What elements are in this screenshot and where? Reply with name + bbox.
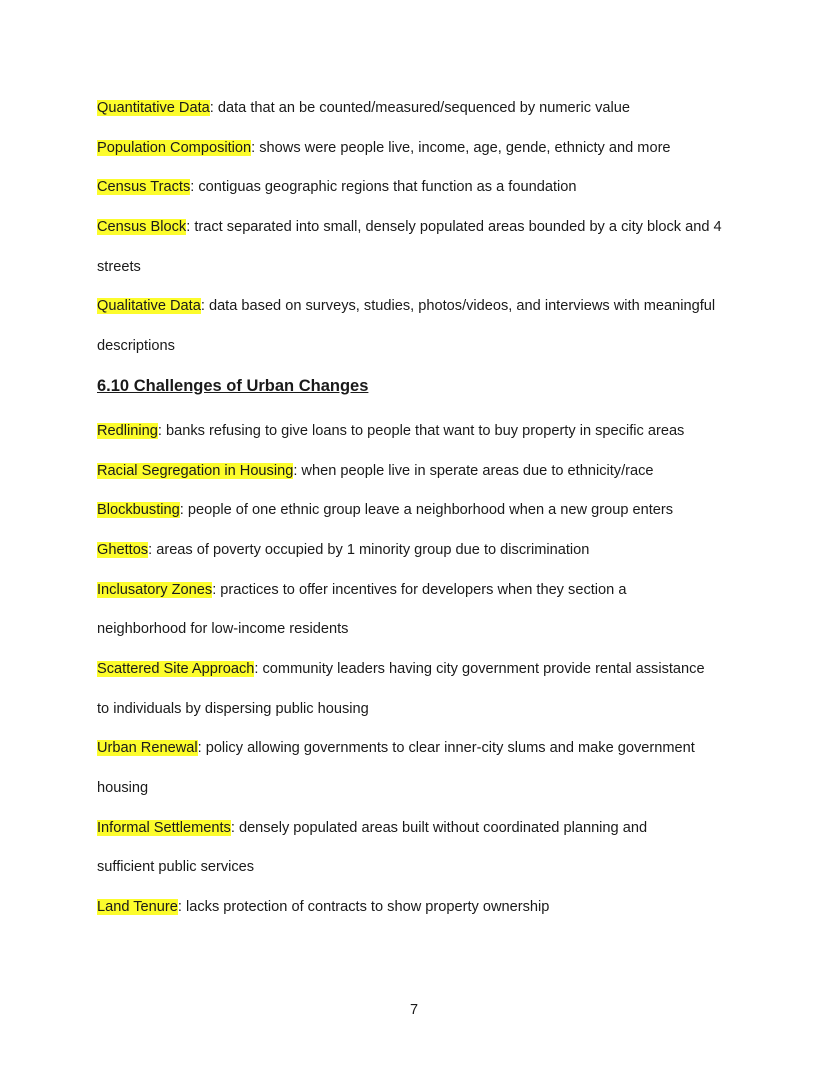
glossary-continuation (97, 855, 737, 895)
glossary-definition: : banks refusing to give loans to people that want to buy property in specific areas (157, 422, 685, 439)
glossary-term: Quantitative Data (97, 100, 210, 116)
glossary-term: Qualitative Data (97, 298, 201, 315)
glossary-term: Racial Segregation in Housing (97, 462, 294, 479)
glossary-definition: : community leaders having city government provide rental assistance (254, 660, 705, 677)
glossary-definition: : areas of poverty occupied by 1 minority group due to discrimination (148, 541, 590, 558)
glossary-definition: : densely populated areas built without coordinated planning and (230, 819, 648, 836)
glossary-term: Blockbusting (97, 502, 180, 519)
glossary-definition: : policy allowing governments to clear inner-city slums and make government (197, 740, 695, 757)
glossary-entry (97, 136, 737, 176)
glossary-definition: : data based on surveys, studies, photos/videos, and interviews with meaningful (200, 298, 716, 315)
glossary-entry (97, 895, 737, 935)
glossary-definition: : people of one ethnic group leave a neighborhood when a new group enters (179, 502, 674, 519)
glossary-term: Redlining (97, 422, 158, 439)
glossary-continuation (97, 255, 737, 295)
glossary-definition-continued: housing (97, 780, 149, 796)
glossary-entry (97, 736, 737, 776)
glossary-definition: : contiguas geographic regions that function as a foundation (190, 179, 577, 196)
glossary-entry (97, 215, 737, 255)
section-heading: 6.10 Challenges of Urban Changes (97, 376, 369, 395)
glossary-entry (97, 657, 737, 697)
glossary-definition-continued: streets (97, 258, 141, 275)
glossary-continuation (97, 334, 737, 374)
glossary-entry (97, 578, 737, 618)
glossary-entry (97, 96, 737, 136)
glossary-entry (97, 538, 737, 578)
glossary-term: Urban Renewal (97, 740, 198, 757)
glossary-definition: : tract separated into small, densely populated areas bounded by a city block and 4 (186, 219, 722, 236)
glossary-definition: : shows were people live, income, age, gende, ethnicty and more (251, 139, 671, 156)
glossary-term: Ghettos (97, 541, 149, 558)
glossary-continuation (97, 697, 737, 737)
glossary-term: Population Composition (97, 139, 252, 156)
glossary-entry (97, 498, 737, 538)
glossary-term: Land Tenure (97, 899, 178, 916)
glossary-entry (97, 816, 737, 856)
glossary-term: Scattered Site Approach (97, 660, 255, 677)
glossary-entry (97, 419, 737, 459)
page-content (97, 96, 737, 935)
glossary-definition-continued: to individuals by dispersing public housing (97, 700, 369, 717)
glossary-definition: : lacks protection of contracts to show property ownership (177, 899, 550, 916)
glossary-continuation (97, 776, 737, 816)
glossary-entry (97, 294, 737, 334)
glossary-term: Informal Settlements (97, 819, 231, 836)
glossary-term: Census Tracts (97, 179, 191, 196)
glossary-definition: : data that an be counted/measured/sequenced by numeric value (209, 100, 631, 116)
glossary-definition: : practices to offer incentives for developers when they section a (212, 581, 627, 598)
glossary-definition-continued: sufficient public services (97, 859, 255, 876)
glossary-definition: : when people live in sperate areas due to ethnicity/race (293, 462, 654, 479)
glossary-definition-continued: neighborhood for low-income residents (97, 621, 349, 638)
glossary-term: Census Block (97, 219, 187, 236)
page-number: 7 (409, 1002, 419, 1018)
glossary-term: Inclusatory Zones (97, 581, 213, 598)
glossary-definition-continued: descriptions (97, 338, 175, 355)
glossary-entry (97, 459, 737, 499)
glossary-entry (97, 175, 737, 215)
glossary-continuation (97, 617, 737, 657)
